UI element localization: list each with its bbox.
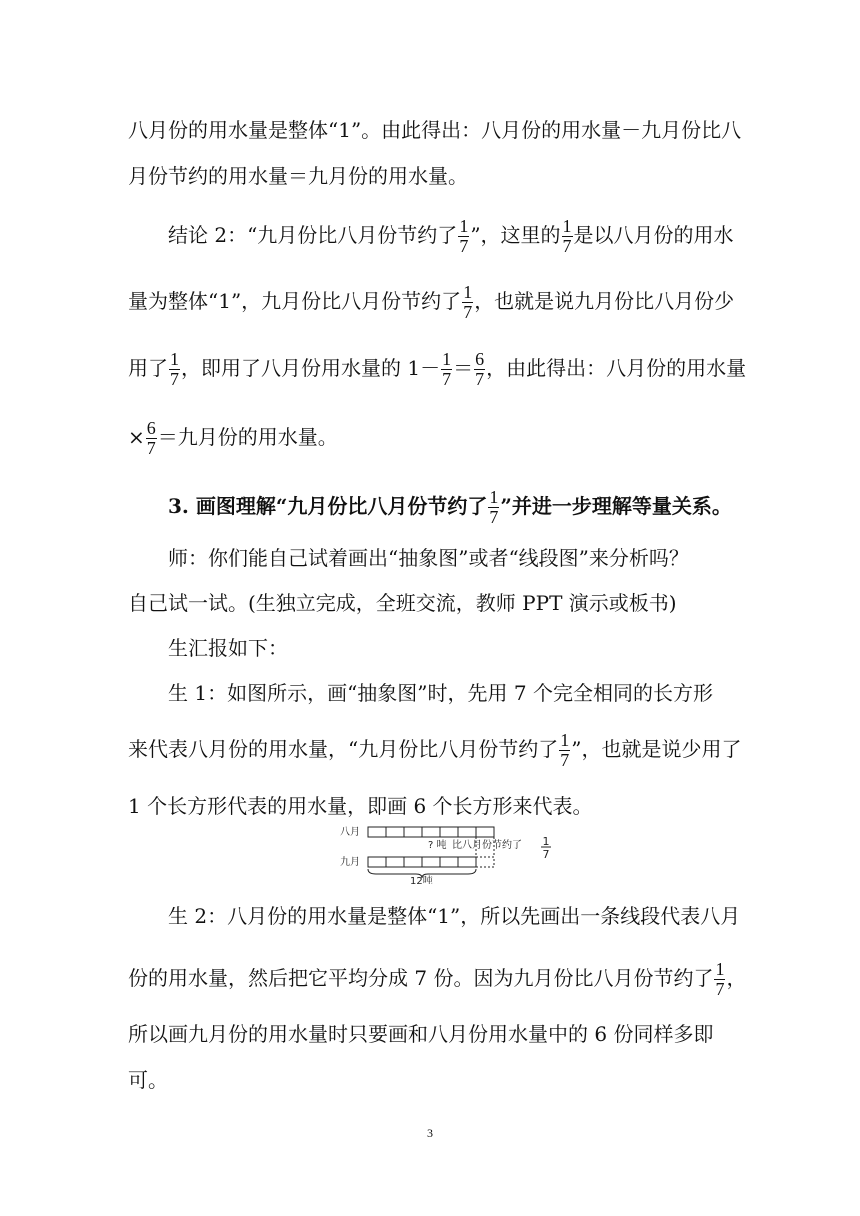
fraction-denominator: 7 [715,979,725,999]
text-segment: ，即用了八月份用水量的 1－ [181,356,441,380]
fraction-numerator: 1 [562,216,572,236]
fraction [441,350,452,389]
fraction-denominator: 7 [170,369,179,389]
fraction-numerator: 1 [442,349,452,369]
fraction-denominator: 7 [489,507,499,527]
report-line [168,635,288,661]
text-segment: 月份节约的用水量＝九月份的用水量。 [128,164,468,188]
fraction-numerator: 1 [489,487,499,507]
tons-label: 12吨 [410,876,433,884]
text-segment: ＝九月份的用水量。 [157,425,338,449]
text-segment: ”，也就是说少用了 [571,737,742,761]
fraction-numerator: 1 [715,959,725,979]
student1-line [168,680,713,706]
fraction-denominator: 7 [442,369,452,389]
saved-part-dashed [476,857,494,867]
text-segment: 自己试一试。(生独立完成，全班交流，教师 PPT 演示或板书) [128,591,677,615]
question-tons-label: ? 吨 [428,840,447,851]
fraction-numerator: 1 [459,216,469,236]
fraction [458,217,469,256]
fraction-numerator: 1 [560,730,570,750]
student1-line [128,793,593,819]
conclusion-line [128,350,746,389]
text-segment: ”，这里的 [470,223,561,247]
fraction [474,350,485,389]
student2-line [128,1021,713,1047]
text-segment: ，由此得出：八月份的用水量 [486,356,747,380]
conclusion-line [168,217,734,256]
text-segment: ”并进一步理解等量关系。 [500,494,732,518]
teacher-line [168,545,689,571]
text-segment: 生 1：如图所示，画“抽象图”时，先用 7 个完全相同的长方形 [168,681,713,705]
september-label: 九月 [340,857,360,868]
fraction [488,488,499,527]
paragraph-line [128,117,742,143]
compare-label: 比八月份节约了 [452,840,522,851]
text-segment: 八月份的用水量是整体“1”。由此得出：八月份的用水量－九月份比八 [128,118,742,142]
text-segment: ，也就是说九月份比八月份少 [474,289,735,313]
fraction-denominator: 7 [475,369,485,389]
fraction-denominator: 7 [146,438,156,458]
fraction-denominator: 7 [459,236,469,256]
fraction-numerator: 6 [475,349,485,369]
fraction [562,217,573,256]
text-segment: 3. 画图理解“九月份比八月份节约了 [168,494,488,518]
text-segment: 份的用水量，然后把它平均分成 7 份。因为九月份比八月份节约了 [128,966,714,990]
text-segment: ， [726,966,747,990]
text-segment: 可。 [128,1068,168,1092]
fraction-numerator: 6 [146,418,156,438]
student1-line [128,731,741,770]
august-bar [368,827,494,837]
august-label: 八月 [340,827,360,838]
section-heading [168,488,732,527]
fraction [462,283,473,322]
student2-line [168,903,740,929]
text-segment: 1 个长方形代表的用水量，即画 6 个长方形来代表。 [128,794,593,818]
text-segment: × [128,425,145,449]
text-segment: ＝ [453,356,474,380]
fraction-numerator: 1 [463,282,473,302]
text-segment: 量为整体“1”，九月份比八月份节约了 [128,289,462,313]
diagram-fraction-numerator: 1 [542,835,550,848]
page-number: 3 [427,1126,433,1140]
text-segment: 来代表八月份的用水量，“九月份比八月份节约了 [128,737,559,761]
text-segment: 生汇报如下： [168,636,288,660]
fraction-numerator: 1 [170,349,179,369]
fraction-denominator: 7 [562,236,572,256]
student2-line [128,960,746,999]
diagram-fraction-denominator: 7 [542,848,550,861]
fraction-denominator: 7 [560,750,570,770]
paragraph-line [128,163,468,189]
text-segment: 生 2：八月份的用水量是整体“1”，所以先画出一条线段代表八月 [168,904,741,928]
line-segment-diagram [340,822,570,884]
teacher-line [128,590,677,616]
fraction [146,419,157,458]
fraction [559,731,570,770]
fraction [169,350,180,389]
text-segment: 用了 [128,356,168,380]
september-dividers [386,857,458,867]
student2-line [128,1067,168,1093]
fraction-denominator: 7 [463,302,473,322]
fraction [714,960,725,999]
august-dividers [386,827,476,837]
text-segment: 是以八月份的用水 [573,223,734,247]
conclusion-line [128,419,338,458]
text-segment: 师：你们能自己试着画出“抽象图”或者“线段图”来分析吗？ [168,546,689,570]
text-segment: 结论 2：“九月份比八月份节约了 [168,223,458,247]
conclusion-line [128,283,734,322]
text-segment: 所以画九月份的用水量时只要画和八月份用水量中的 6 份同样多即 [128,1022,714,1046]
